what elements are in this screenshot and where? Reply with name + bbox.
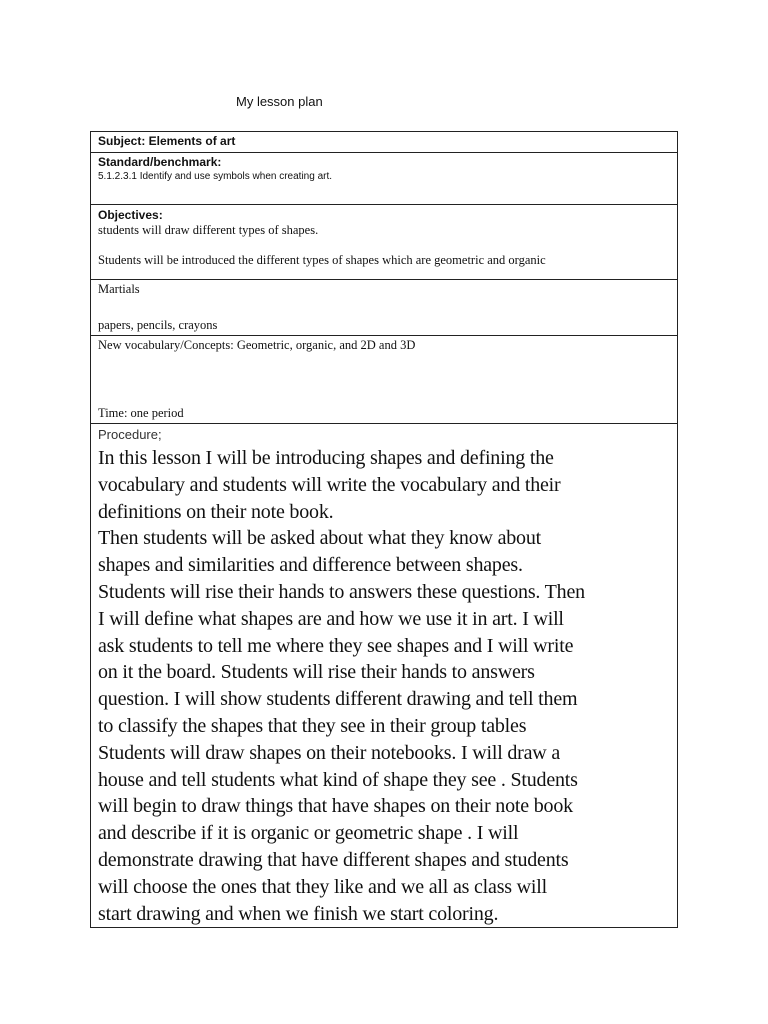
vocabulary-row	[91, 335, 677, 423]
objectives-label: Objectives:	[98, 208, 163, 222]
procedure-line: shapes and similarities and difference between shapes.	[98, 554, 523, 577]
procedure-text	[98, 445, 670, 927]
lesson-plan-table	[90, 131, 678, 928]
materials-label: Martials	[98, 282, 140, 296]
procedure-line: In this lesson I will be introducing shapes and defining the	[98, 447, 554, 469]
procedure-line: Students will draw shapes on their notebooks. I will draw a	[98, 741, 561, 764]
procedure-line: Then students will be asked about what they know about	[98, 527, 541, 550]
procedure-line: will choose the ones that they like and we all as class will	[98, 875, 547, 898]
objectives-row	[91, 204, 677, 279]
procedure-line: question. I will show students different drawing and tell them	[98, 688, 578, 711]
procedure-line: definitions on their note book.	[98, 500, 334, 523]
standard-text: 5.1.2.3.1 Identify and use symbols when creating art.	[98, 171, 333, 182]
procedure-line: will begin to draw things that have shapes on their note book	[98, 795, 573, 818]
vocabulary-text: New vocabulary/Concepts: Geometric, organic, and 2D and 3D	[98, 338, 416, 352]
procedure-line: house and tell students what kind of shape they see . Students	[98, 768, 578, 791]
time-text: Time: one period	[98, 406, 184, 420]
objectives-line-1: students will draw different types of shapes.	[98, 223, 319, 237]
standard-row	[91, 152, 677, 204]
procedure-label: Procedure;	[98, 427, 162, 442]
procedure-line: Students will rise their hands to answers these questions. Then	[98, 580, 585, 603]
subject-label: Subject: Elements of art	[98, 134, 236, 148]
procedure-line: on it the board. Students will rise their hands to answers	[98, 661, 535, 684]
procedure-line: vocabulary and students will write the vocabulary and their	[98, 473, 561, 496]
standard-label: Standard/benchmark:	[98, 155, 222, 169]
procedure-line: ask students to tell me where they see shapes and I will write	[98, 634, 574, 657]
objectives-line-2: Students will be introduced the different types of shapes which are geometric and organic	[98, 253, 546, 267]
document-title: My lesson plan	[236, 94, 323, 109]
procedure-line: and describe if it is organic or geometric shape . I will	[98, 822, 519, 845]
procedure-line: demonstrate drawing that have different shapes and students	[98, 848, 569, 871]
procedure-line: to classify the shapes that they see in their group tables	[98, 714, 527, 737]
subject-row	[91, 132, 677, 152]
procedure-row	[91, 423, 677, 927]
materials-items: papers, pencils, crayons	[98, 318, 218, 332]
procedure-line: start drawing and when we finish we start coloring.	[98, 902, 499, 925]
procedure-line: I will define what shapes are and how we use it in art. I will	[98, 607, 564, 630]
materials-row	[91, 279, 677, 335]
